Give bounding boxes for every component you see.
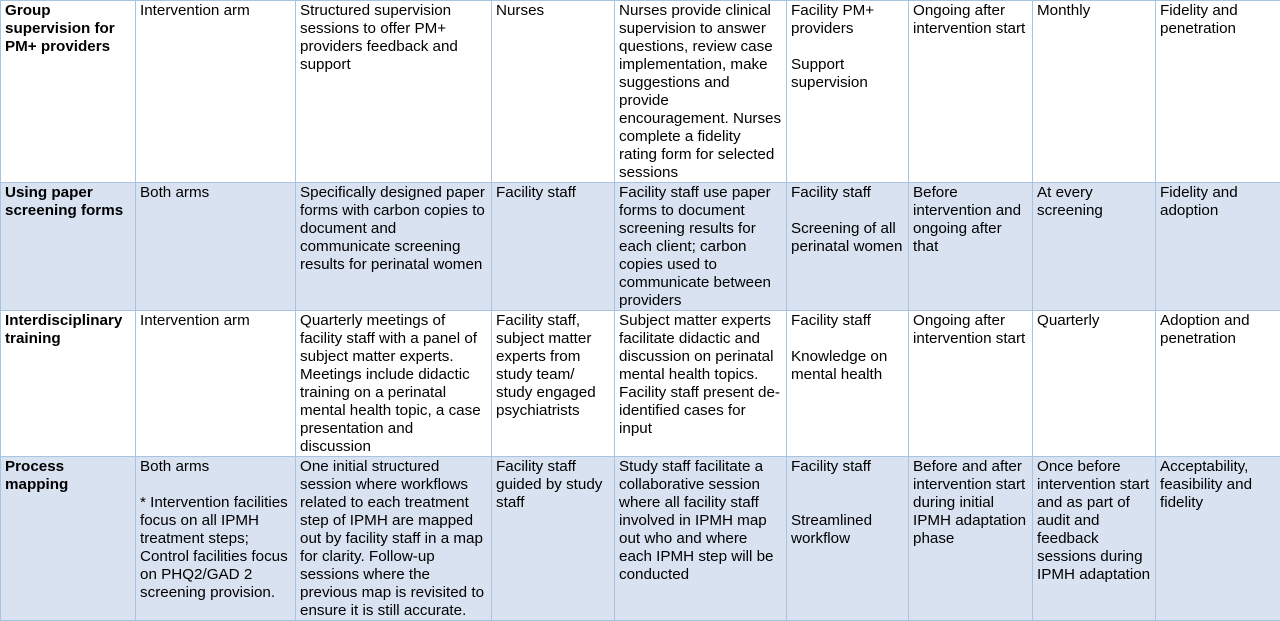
actors-cell: Facility staff — [492, 183, 615, 311]
arm-text: Both arms — [140, 458, 291, 476]
strategy-cell: Process mapping — [1, 457, 136, 621]
temporality-cell: Before intervention and ongoing after that — [909, 183, 1033, 311]
arm-note: * Intervention facilities focus on all IPMH treatment steps; Control facilities focus on PHQ2/GAD 2 screening provision. — [140, 494, 291, 602]
target-note: Streamlined workflow — [791, 512, 904, 548]
temporality-cell: Before and after intervention start during initial IPMH adaptation phase — [909, 457, 1033, 621]
spacer — [791, 476, 904, 494]
actors-cell: Facility staff, subject matter experts from study team/ study engaged psychiatrists — [492, 311, 615, 457]
description-cell: Structured supervision sessions to offer PM+ providers feedback and support — [296, 1, 492, 183]
action-cell: Nurses provide clinical supervision to answer questions, review case implementation, make suggestions and provide encouragement. Nurses complete a fidelity rating form for selected sessions — [615, 1, 787, 183]
outcome-cell: Fidelity and penetration — [1156, 1, 1280, 183]
target-cell — [787, 183, 909, 311]
spacer — [791, 38, 904, 56]
target-note: Support supervision — [791, 56, 904, 92]
spacer — [791, 202, 904, 220]
temporality-cell: Ongoing after intervention start — [909, 311, 1033, 457]
description-cell: Specifically designed paper forms with carbon copies to document and communicate screening results for perinatal women — [296, 183, 492, 311]
arm-cell: Intervention arm — [136, 311, 296, 457]
actors-cell: Nurses — [492, 1, 615, 183]
target-text: Facility staff — [791, 184, 904, 202]
dose-cell: Quarterly — [1033, 311, 1156, 457]
description-cell: Quarterly meetings of facility staff with a panel of subject matter experts. Meetings include didactic training on a perinatal mental health topic, a case presentation and discussion — [296, 311, 492, 457]
target-text: Facility staff — [791, 312, 904, 330]
outcome-cell: Acceptability, feasibility and fidelity — [1156, 457, 1280, 621]
action-cell: Facility staff use paper forms to document screening results for each client; carbon copies used to communicate between providers — [615, 183, 787, 311]
dose-cell: Monthly — [1033, 1, 1156, 183]
dose-cell: Once before intervention start and as part of audit and feedback sessions during IPMH adaptation — [1033, 457, 1156, 621]
target-cell — [787, 311, 909, 457]
table-row — [1, 183, 1280, 311]
outcome-cell: Adoption and penetration — [1156, 311, 1280, 457]
arm-cell: Both arms — [136, 183, 296, 311]
table-row — [1, 311, 1280, 457]
actors-cell: Facility staff guided by study staff — [492, 457, 615, 621]
target-cell — [787, 1, 909, 183]
spacer — [140, 476, 291, 494]
table-row — [1, 457, 1280, 621]
spacer — [791, 494, 904, 512]
arm-cell: Intervention arm — [136, 1, 296, 183]
strategy-cell: Group supervision for PM+ providers — [1, 1, 136, 183]
target-text: Facility staff — [791, 458, 904, 476]
arm-cell — [136, 457, 296, 621]
target-note: Screening of all perinatal women — [791, 220, 904, 256]
table-row — [1, 1, 1280, 183]
action-cell: Study staff facilitate a collaborative session where all facility staff involved in IPMH map out who and where each IPMH step will be conducted — [615, 457, 787, 621]
target-cell — [787, 457, 909, 621]
outcome-cell: Fidelity and adoption — [1156, 183, 1280, 311]
temporality-cell: Ongoing after intervention start — [909, 1, 1033, 183]
strategy-cell: Using paper screening forms — [1, 183, 136, 311]
target-note: Knowledge on mental health — [791, 348, 904, 384]
description-cell: One initial structured session where workflows related to each treatment step of IPMH are mapped out by facility staff in a map for clarity. Follow-up sessions where the previous map is revisited to ensure it is still accurate. — [296, 457, 492, 621]
spacer — [791, 330, 904, 348]
dose-cell: At every screening — [1033, 183, 1156, 311]
target-text: Facility PM+ providers — [791, 2, 904, 38]
action-cell: Subject matter experts facilitate didactic and discussion on perinatal mental health topics. Facility staff present de-identified cases for input — [615, 311, 787, 457]
strategy-cell: Interdisciplinary training — [1, 311, 136, 457]
